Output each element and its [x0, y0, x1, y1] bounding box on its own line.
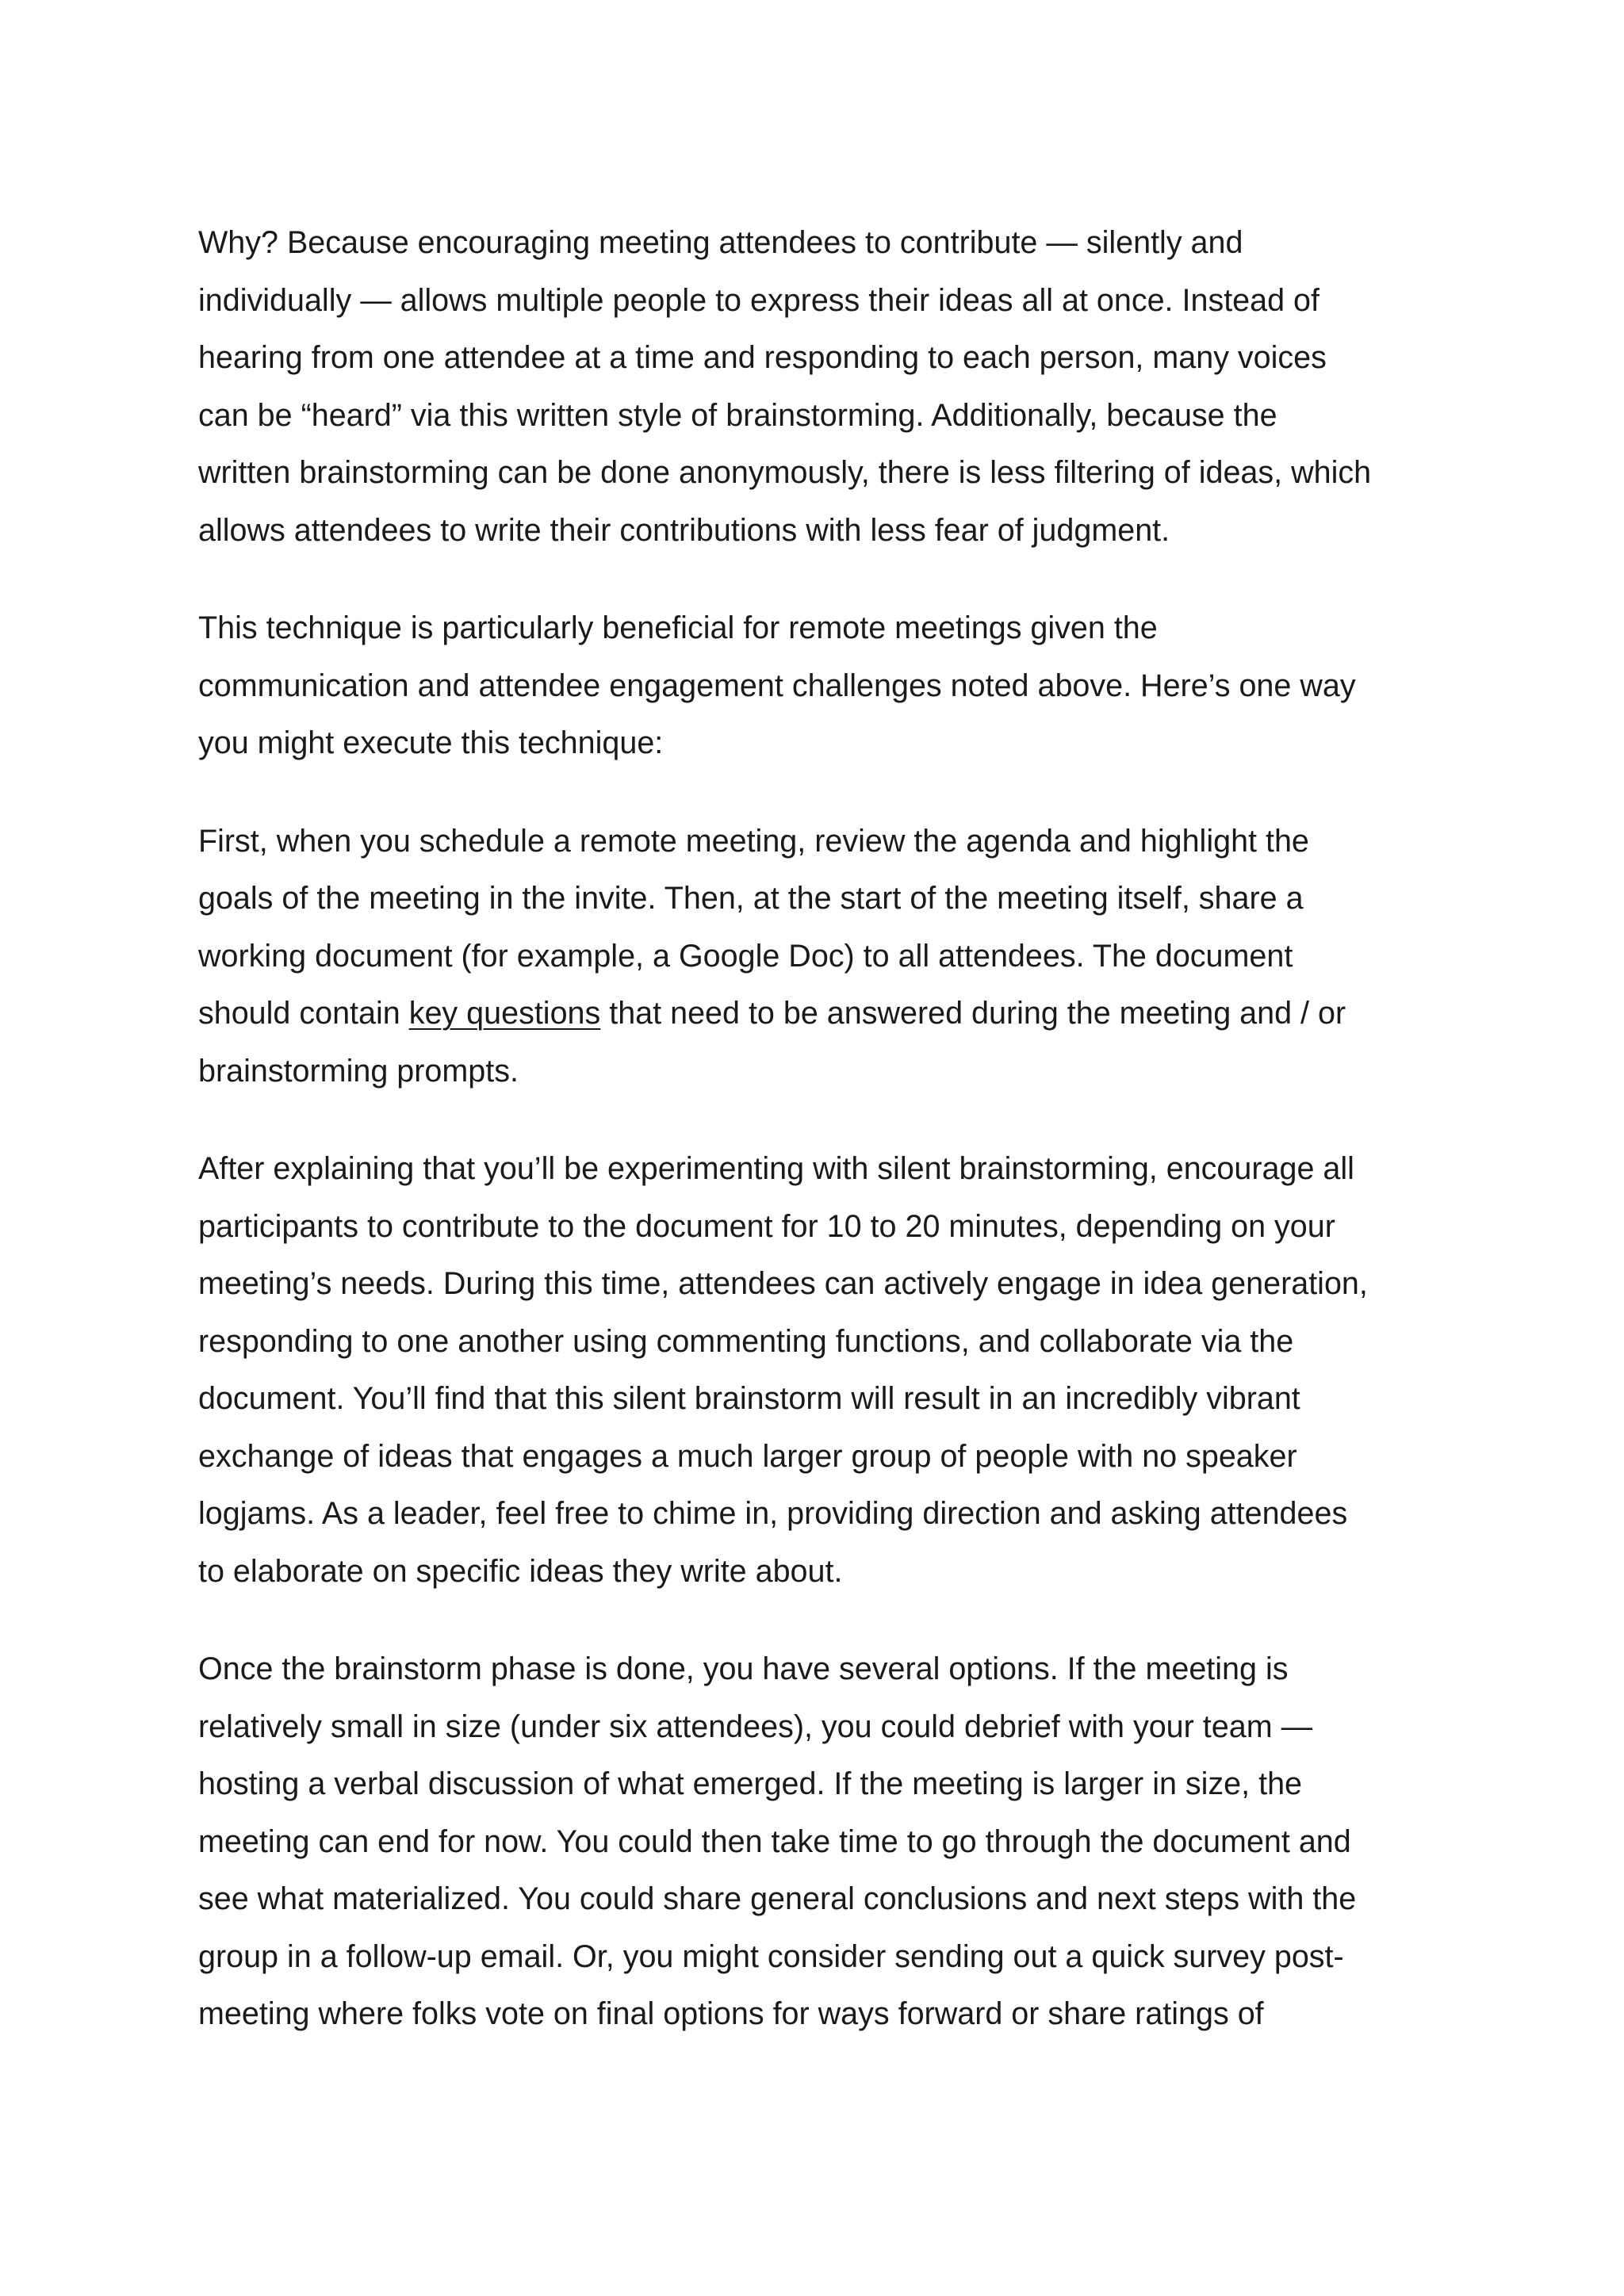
paragraph-after-explaining — [198, 1140, 1435, 1600]
key-questions-link[interactable]: key questions — [408, 996, 601, 1031]
document-body — [198, 214, 1435, 2084]
text-line: hosting a verbal discussion of what emerged. If the meeting is larger in size, the — [198, 1766, 1303, 1801]
text-line: allows attendees to write their contributions with less fear of judgment. — [198, 512, 1170, 548]
text-line: group in a follow-up email. Or, you might consider sending out a quick survey post- — [198, 1938, 1344, 1974]
text-line: meeting where folks vote on final options for ways forward or share ratings of — [198, 1996, 1264, 2031]
paragraph-once — [198, 1640, 1435, 2043]
text-line: participants to contribute to the document for 10 to 20 minutes, depending on your — [198, 1208, 1335, 1244]
text-line: meeting’s needs. During this time, attendees can actively engage in idea generation, — [198, 1266, 1368, 1301]
text-line: This technique is particularly beneficial for remote meetings given the — [198, 610, 1158, 645]
text-line: communication and attendee engagement challenges noted above. Here’s one way — [198, 668, 1356, 703]
text-line: document. You’ll find that this silent brainstorm will result in an incredibly vibrant — [198, 1381, 1300, 1416]
text-line: working document (for example, a Google Doc) to all attendees. The document — [198, 938, 1293, 974]
text-line: relatively small in size (under six attendees), you could debrief with your team — — [198, 1709, 1313, 1744]
text-line: brainstorming prompts. — [198, 1053, 519, 1089]
text-line: responding to one another using commenting functions, and collaborate via the — [198, 1323, 1294, 1359]
text-line: to elaborate on specific ideas they write about. — [198, 1553, 843, 1589]
text-segment: that need to be answered during the meeting and / or — [600, 996, 1346, 1031]
text-line: Once the brainstorm phase is done, you have several options. If the meeting is — [198, 1651, 1289, 1686]
text-line-with-link — [198, 985, 1435, 1043]
text-line: written brainstorming can be done anonymously, there is less filtering of ideas, which — [198, 455, 1372, 490]
paragraph-first — [198, 813, 1435, 1100]
text-line: hearing from one attendee at a time and responding to each person, many voices — [198, 340, 1327, 375]
text-line: meeting can end for now. You could then take time to go through the document and — [198, 1823, 1351, 1859]
text-line: you might execute this technique: — [198, 725, 664, 760]
text-line: individually — allows multiple people to express their ideas all at once. Instead of — [198, 282, 1320, 318]
paragraph-why — [198, 214, 1435, 559]
text-line: logjams. As a leader, feel free to chime in, providing direction and asking attendees — [198, 1496, 1348, 1531]
paragraph-technique — [198, 599, 1435, 772]
text-line: Why? Because encouraging meeting attendees to contribute — silently and — [198, 225, 1243, 260]
text-line: goals of the meeting in the invite. Then, at the start of the meeting itself, share a — [198, 881, 1304, 916]
text-line: see what materialized. You could share general conclusions and next steps with the — [198, 1881, 1357, 1916]
text-line: exchange of ideas that engages a much larger group of people with no speaker — [198, 1438, 1297, 1474]
text-segment: should contain — [198, 996, 409, 1031]
text-line: First, when you schedule a remote meeting, review the agenda and highlight the — [198, 823, 1309, 859]
text-line: After explaining that you’ll be experimenting with silent brainstorming, encourage all — [198, 1151, 1354, 1186]
text-line: can be “heard” via this written style of brainstorming. Additionally, because the — [198, 397, 1277, 433]
